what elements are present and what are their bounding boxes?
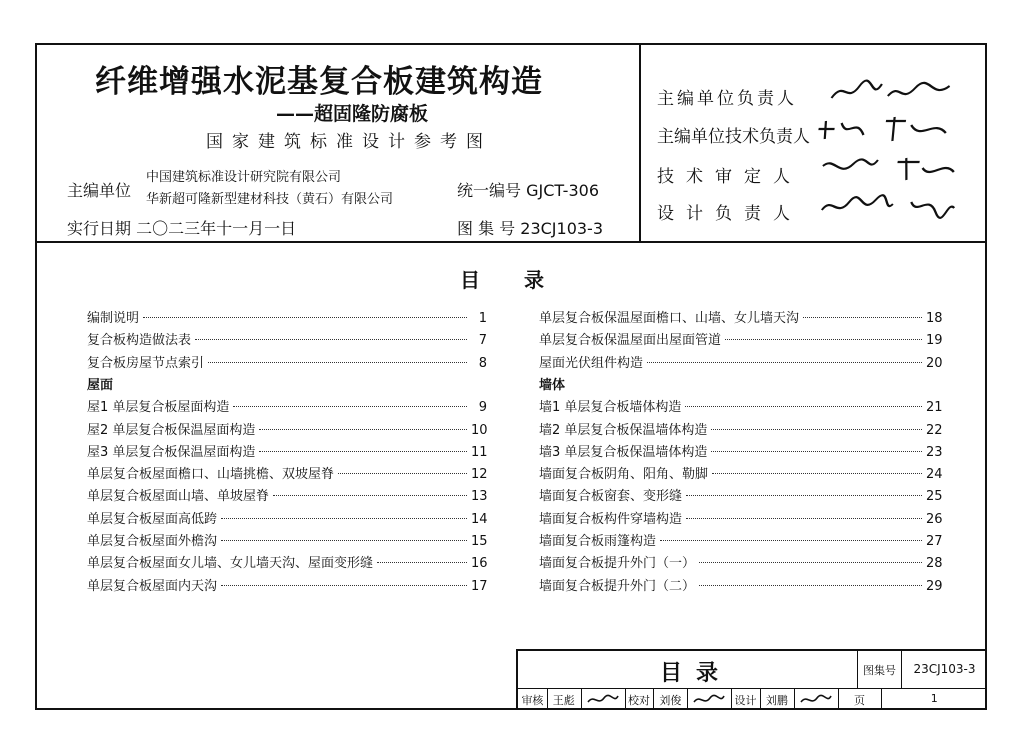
toc-entry-page: 13	[471, 489, 488, 505]
toc-entry-label: 复合板房屋节点索引	[87, 355, 205, 371]
toc-leader-dots	[711, 429, 922, 430]
toc-leader-dots	[259, 429, 467, 430]
handwritten-signature-icon	[826, 76, 962, 108]
toc-leader-dots	[221, 518, 467, 519]
toc-entry-label: 墙2 单层复合板保温墙体构造	[539, 422, 708, 438]
reviewer-name: 王彪	[552, 694, 575, 707]
toc-entry-label: 屋2 单层复合板保温屋面构造	[87, 422, 256, 438]
unified-code: 统一编号 GJCT-306	[457, 181, 599, 200]
toc-leader-dots	[647, 362, 922, 363]
toc-leader-dots	[233, 406, 467, 407]
toc-entry-label: 单层复合板屋面内天沟	[87, 578, 218, 594]
toc-entry	[87, 463, 487, 481]
handwritten-signature-icon	[816, 190, 962, 222]
toc-entry-page: 12	[471, 467, 488, 483]
toc-entry-label: 单层复合板屋面女儿墙、女儿墙天沟、屋面变形缝	[87, 556, 374, 572]
toc-entry-page: 7	[478, 333, 487, 349]
toc-entry-page: 17	[471, 578, 488, 594]
toc-entry-page: 22	[926, 422, 943, 438]
header-vertical-divider	[639, 43, 641, 242]
toc-entry-page: 26	[926, 511, 943, 527]
atlas-number: 图 集 号 23CJ103-3	[457, 219, 604, 238]
toc-leader-dots	[195, 339, 467, 340]
titleblock-cell-divider	[547, 688, 548, 710]
toc-entry	[87, 485, 487, 503]
titleblock-atlas-label: 图集号	[863, 664, 896, 677]
toc-leader-dots	[221, 585, 467, 586]
titleblock-atlas-number: 23CJ103-3	[913, 662, 976, 676]
toc-entry-label: 墙面复合板雨篷构造	[539, 534, 657, 549]
titleblock-cell-divider	[581, 688, 582, 710]
document-category: 国家建筑标准设计参考图	[206, 132, 492, 152]
signature-3	[815, 152, 962, 190]
toc-entry-label: 单层复合板保温屋面檐口、山墙、女儿墙天沟	[539, 311, 800, 326]
toc-leader-dots	[273, 495, 467, 496]
toc-entry-page: 16	[471, 556, 488, 572]
toc-entry	[87, 374, 487, 392]
signer-label-2: 主编单位技术负责人	[657, 127, 810, 147]
toc-entry-page: 14	[471, 511, 488, 527]
titleblock-mid-line	[516, 688, 987, 689]
toc-entry	[539, 329, 942, 347]
toc-leader-dots	[338, 473, 467, 474]
designer-signature	[794, 692, 838, 709]
toc-entry	[539, 419, 942, 437]
document-subtitle: ——超固隆防腐板	[276, 103, 429, 125]
toc-leader-dots	[259, 451, 467, 452]
titleblock-cell-divider	[881, 688, 882, 710]
titleblock-top-border	[516, 649, 987, 651]
toc-entry-page: 28	[926, 556, 943, 572]
toc-entry-label: 墙面复合板窗套、变形缝	[539, 489, 683, 505]
toc-entry	[87, 352, 487, 370]
toc-entry	[87, 307, 487, 325]
toc-entry-label: 屋3 单层复合板保温屋面构造	[87, 444, 256, 460]
toc-entry-page: 9	[478, 400, 487, 416]
toc-entry-label: 墙面复合板提升外门（二）	[539, 578, 696, 594]
toc-entry-label: 墙1 单层复合板墙体构造	[539, 400, 682, 416]
toc-entry-label: 单层复合板屋面檐口、山墙挑檐、双坡屋脊	[87, 467, 335, 483]
toc-leader-dots	[686, 495, 922, 496]
toc-entry	[539, 508, 942, 526]
toc-leader-dots	[686, 518, 922, 519]
toc-entry-label: 复合板构造做法表	[87, 333, 192, 349]
titleblock-cell-divider	[838, 688, 839, 710]
toc-leader-dots	[377, 562, 467, 563]
toc-leader-dots	[685, 406, 922, 407]
toc-entry	[539, 575, 942, 593]
toc-section-heading: 墙体	[539, 377, 566, 393]
header-divider	[35, 241, 987, 243]
editor-label: 主编单位	[67, 181, 132, 200]
implementation-date: 实行日期 二〇二三年十一月一日	[67, 219, 297, 238]
toc-leader-dots	[803, 317, 922, 318]
toc-entry	[539, 463, 942, 481]
titleblock-cell-divider	[760, 688, 761, 710]
toc-entry-page: 11	[471, 444, 488, 460]
toc-entry-page: 1	[478, 311, 487, 326]
checker-name: 刘俊	[659, 694, 682, 707]
toc-entry-label: 墙3 单层复合板保温墙体构造	[539, 444, 708, 460]
toc-entry	[539, 552, 942, 570]
toc-entry	[87, 552, 487, 570]
titleblock-cell-divider	[653, 688, 654, 710]
toc-entry-label: 单层复合板屋面高低跨	[87, 511, 218, 527]
toc-entry-page: 19	[926, 333, 943, 349]
toc-entry-page: 10	[471, 422, 488, 438]
designer-name: 刘鹏	[765, 694, 788, 707]
handwritten-signature-icon	[586, 692, 620, 706]
document-title: 纤维增强水泥基复合板建筑构造	[95, 64, 543, 100]
toc-entry	[539, 374, 942, 392]
toc-entry	[539, 441, 942, 459]
handwritten-signature-icon	[799, 692, 833, 706]
toc-entry-label: 墙面复合板阴角、阳角、勒脚	[539, 467, 709, 483]
signature-2	[811, 113, 968, 151]
titleblock-cell-divider	[794, 688, 795, 710]
toc-leader-dots	[208, 362, 467, 363]
toc-entry	[539, 530, 942, 548]
handwritten-signature-icon	[816, 152, 962, 184]
toc-leader-dots	[711, 451, 922, 452]
signature-4	[815, 190, 962, 228]
toc-leader-dots	[221, 540, 467, 541]
page-label: 页	[854, 694, 866, 707]
toc-entry-page: 25	[926, 489, 943, 505]
toc-leader-dots	[699, 585, 922, 586]
handwritten-signature-icon	[692, 692, 726, 706]
toc-entry	[87, 441, 487, 459]
review-label: 审核	[521, 694, 544, 707]
toc-entry-page: 20	[926, 355, 943, 371]
toc-leader-dots	[699, 562, 922, 563]
toc-entry-label: 屋1 单层复合板屋面构造	[87, 400, 230, 416]
toc-entry-page: 18	[926, 311, 943, 326]
toc-title: 目录	[460, 268, 588, 292]
checker-signature	[687, 692, 731, 709]
toc-entry-label: 单层复合板屋面外檐沟	[87, 534, 218, 549]
handwritten-signature-icon	[812, 113, 968, 145]
toc-entry-page: 21	[926, 400, 943, 416]
toc-entry	[87, 530, 487, 548]
toc-entry-page: 24	[926, 467, 943, 483]
toc-entry	[539, 307, 942, 325]
toc-leader-dots	[143, 317, 467, 318]
titleblock-cell-divider	[625, 688, 626, 710]
toc-leader-dots	[725, 339, 922, 340]
toc-entry-label: 单层复合板屋面山墙、单坡屋脊	[87, 489, 270, 505]
toc-entry-label: 屋面光伏组件构造	[539, 355, 644, 371]
toc-entry-label: 墙面复合板构件穿墙构造	[539, 511, 683, 527]
signer-label-3: 技术审定人	[657, 167, 802, 187]
signer-label-1: 主编单位负责人	[657, 89, 797, 109]
titleblock-title: 目录	[660, 661, 733, 686]
toc-entry	[87, 575, 487, 593]
toc-section-heading: 屋面	[87, 377, 114, 393]
titleblock-cell-divider	[731, 688, 732, 710]
toc-entry	[87, 396, 487, 414]
toc-entry-page: 23	[926, 444, 943, 460]
toc-entry	[87, 329, 487, 347]
toc-entry-page: 15	[471, 534, 488, 549]
toc-entry-page: 8	[478, 355, 487, 371]
toc-entry	[87, 419, 487, 437]
titleblock-cell-divider	[687, 688, 688, 710]
toc-entry-page: 27	[926, 534, 943, 549]
editor-org-2: 华新超可隆新型建材科技（黄石）有限公司	[146, 192, 394, 207]
check-label: 校对	[627, 694, 650, 707]
toc-entry	[539, 396, 942, 414]
toc-entry-label: 墙面复合板提升外门（一）	[539, 556, 696, 572]
signer-label-4: 设计负责人	[657, 204, 802, 224]
toc-entry-page: 29	[926, 578, 943, 594]
toc-entry	[539, 352, 942, 370]
editor-org-1: 中国建筑标准设计研究院有限公司	[146, 170, 342, 185]
reviewer-signature	[581, 692, 625, 709]
toc-entry	[539, 485, 942, 503]
toc-leader-dots	[712, 473, 922, 474]
toc-entry-label: 单层复合板保温屋面出屋面管道	[539, 333, 722, 349]
toc-entry-label: 编制说明	[87, 311, 140, 326]
design-label: 设计	[734, 694, 757, 707]
signature-1	[825, 76, 962, 114]
toc-entry	[87, 508, 487, 526]
toc-leader-dots	[660, 540, 922, 541]
page-number: 1	[930, 692, 938, 705]
